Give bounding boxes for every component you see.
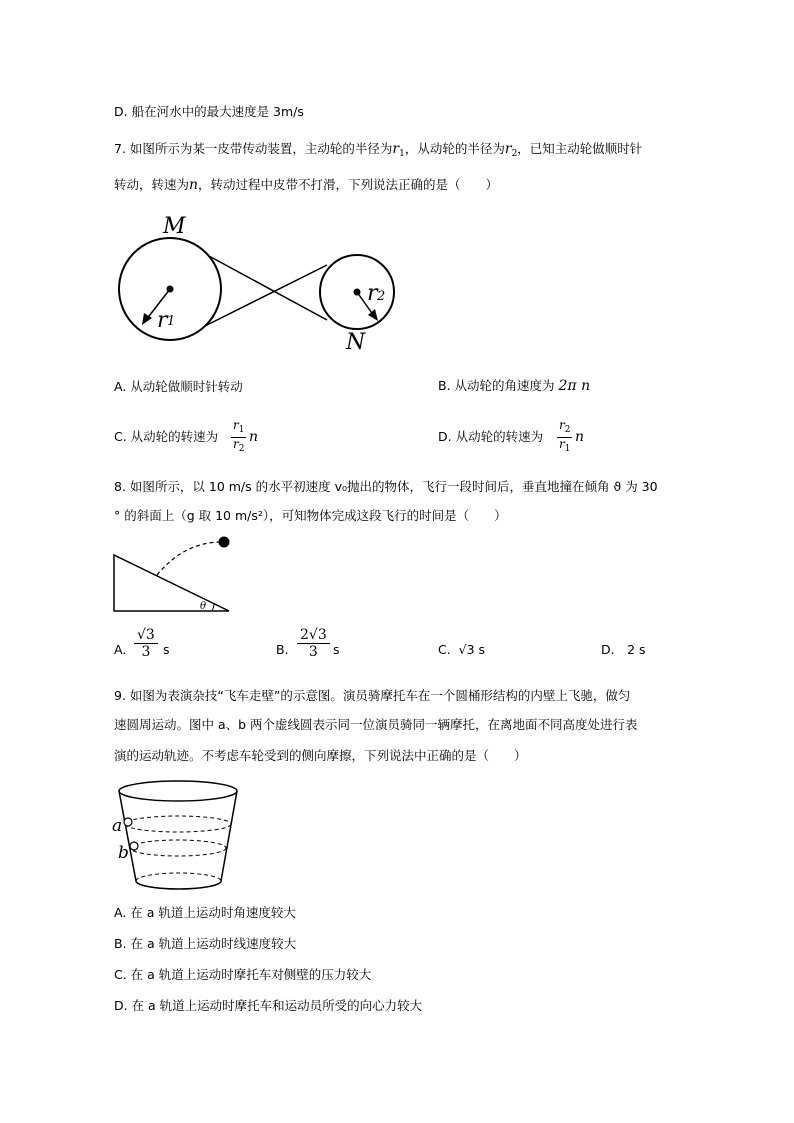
q8-stem-line1: 8. 如图所示，以 10 m/s 的水平初速度 v₀抛出的物体，飞行一段时间后，垂直地撞在倾角 ϑ 为 30: [114, 479, 658, 494]
q8-option-c-label: C.: [438, 642, 451, 657]
q7-stem-text1: 7. 如图所示为某一皮带传动装置，主动轮的半径为: [114, 141, 393, 156]
q8-option-a-unit: s: [163, 642, 170, 657]
q7-r1-symbol: $r_1$: [392, 141, 405, 159]
q9-stem-line3: 演的运动轨迹。不考虑车轮受到的侧向摩擦，下列说法中正确的是（ ）: [114, 748, 527, 763]
q7-option-c-numerator: $r_1$: [231, 419, 246, 438]
q8-angle-label: θ: [200, 601, 207, 612]
q9-orbit-b: [130, 840, 226, 856]
q7-option-d-text: D. 从动轮的转速为: [438, 429, 544, 444]
q9-bottom-front: [136, 881, 221, 889]
q7-label-m: M: [163, 214, 186, 239]
q9-option-b: B. 在 a 轨道上运动时线速度较大: [114, 936, 297, 951]
q9-label-b: b: [118, 843, 129, 863]
q9-option-c: C. 在 a 轨道上运动时摩托车对侧壁的压力较大: [114, 967, 372, 982]
q7-label-r1-sub: 1: [167, 314, 176, 329]
q9-bottom-back: [136, 873, 221, 881]
q7-label-r2-sub: 2: [377, 289, 386, 304]
q8-option-b-label: B.: [276, 642, 289, 657]
q7-option-c-text: C. 从动轮的转速为: [114, 429, 219, 444]
q7-option-d-numerator: $r_2$: [557, 419, 572, 438]
q9-option-d: D. 在 a 轨道上运动时摩托车和运动员所受的向心力较大: [114, 998, 423, 1013]
q7-option-c-n: n: [249, 429, 259, 445]
q8-option-a-label: A.: [114, 642, 127, 657]
q7-stem-text2: ，从动轮的半径为: [404, 141, 505, 156]
q7-stem-text4: 转动，转速为: [114, 177, 190, 192]
q7-stem-text5: ，转动过程中皮带不打滑，下列说法正确的是（ ）: [198, 177, 499, 192]
q8-option-a-denominator: 3: [141, 644, 151, 660]
q7-r2-symbol: $r_2$: [504, 141, 518, 159]
q9-rider-b: [130, 842, 138, 850]
q7-option-b-expr: 2π n: [558, 378, 591, 394]
q9-rider-a: [124, 818, 132, 826]
q9-right-wall: [221, 791, 237, 881]
q8-option-a-numerator: √3: [134, 627, 158, 644]
q7-n-symbol: n: [189, 177, 199, 193]
q7-option-c-denominator: $r_2$: [233, 437, 245, 454]
q7-label-r1: r: [157, 308, 168, 333]
q7-option-a: A. 从动轮做顺时针转动: [114, 379, 243, 394]
q6-option-d: D. 船在河水中的最大速度是 3m/s: [114, 104, 304, 119]
q8-stem-line2: ° 的斜面上（g 取 10 m/s²），可知物体完成这段飞行的时间是（ ）: [114, 508, 507, 523]
q9-top-rim: [119, 781, 237, 801]
q8-option-d: D. 2 s: [601, 642, 646, 657]
q9-left-wall: [119, 791, 136, 881]
q9-label-a: a: [112, 816, 123, 836]
q9-stem-line1: 9. 如图为表演杂技“飞车走壁”的示意图。演员骑摩托车在一个圆桶形结构的内壁上飞驰，做匀: [114, 688, 631, 703]
q8-option-b-numerator: 2√3: [297, 627, 330, 644]
q8-option-b-unit: s: [333, 642, 340, 657]
q9-option-a: A. 在 a 轨道上运动时角速度较大: [114, 905, 296, 920]
q7-option-d-n: n: [575, 429, 585, 445]
q9-stem-line2: 速圆周运动。图中 a、b 两个虚线圆表示同一位演员骑同一辆摩托，在离地面不同高度处进行表: [114, 717, 638, 732]
q8-option-b-denominator: 3: [308, 644, 318, 660]
q9-orbit-a: [125, 816, 231, 832]
q7-label-n: N: [346, 330, 366, 355]
q7-option-d-denominator: $r_1$: [559, 437, 571, 454]
q8-option-c-value: √3 s: [458, 642, 486, 657]
q7-stem-text3: ，已知主动轮做顺时针: [517, 141, 643, 156]
q7-option-b-text: B. 从动轮的角速度为: [438, 378, 555, 393]
q7-label-r2: r: [367, 281, 378, 306]
